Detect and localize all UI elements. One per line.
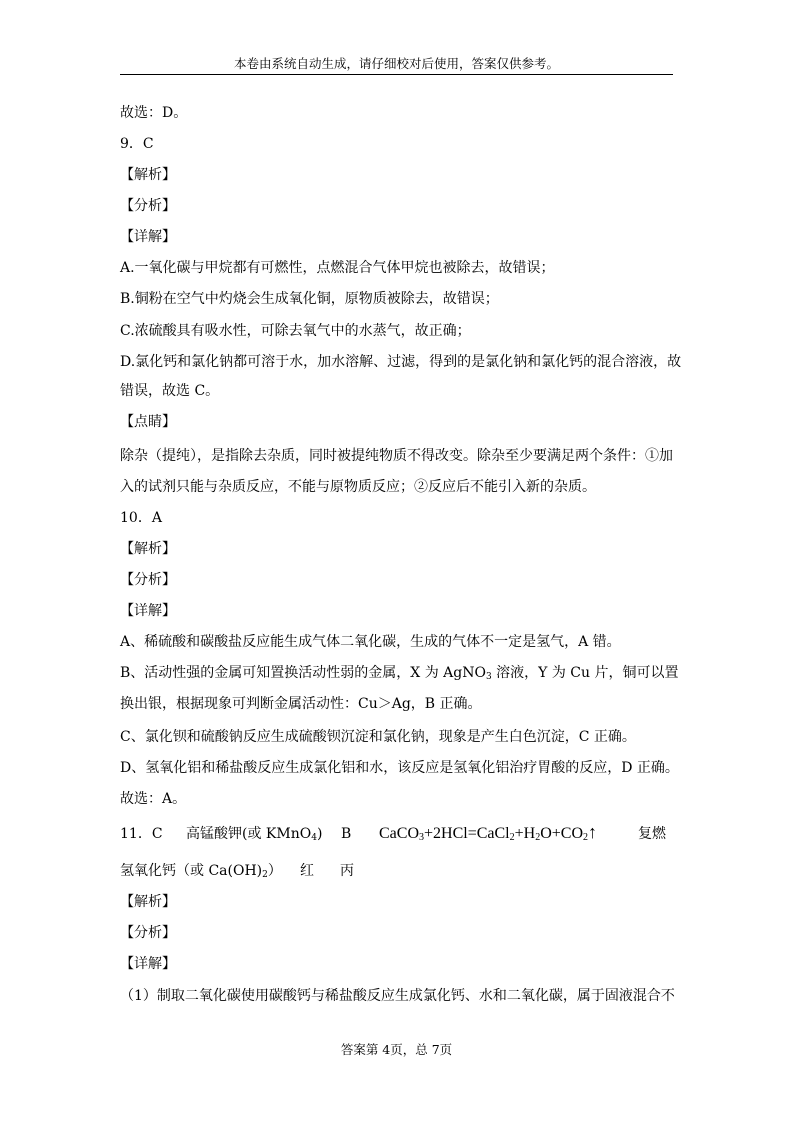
subscript: 3 [419, 832, 424, 843]
subscript: 3 [485, 672, 492, 682]
chemical-equation [379, 823, 597, 843]
answer-blank: B [341, 826, 352, 842]
text-line [120, 664, 678, 682]
text-line: 除杂（提纯），是指除去杂质，同时被提纯物质不得改变。除杂至少要满足两个条件：①加 [120, 448, 673, 464]
answer-blank [186, 825, 322, 843]
text-line: C.浓硫酸具有吸水性，可除去氧气中的水蒸气，故正确； [120, 323, 471, 339]
answer-blank: 丙 [340, 863, 354, 879]
text-line: D、氢氧化铝和稀盐酸反应生成氯化铝和水，该反应是氢氧化铝治疗胃酸的反应，D 正确。 [120, 760, 679, 776]
text-fragment: B、活动性强的金属可知置换活动性弱的金属，X 为 AgNO [120, 665, 486, 681]
section-heading: 【点睛】 [120, 414, 176, 430]
subscript: 4 [311, 833, 317, 843]
eq-part: O+CO [540, 825, 583, 842]
answer-blank [120, 862, 282, 880]
subscript: 2 [583, 832, 588, 843]
header-divider [120, 74, 673, 75]
text-line: B.铜粉在空气中灼烧会生成氧化铜，原物质被除去，故错误； [120, 291, 499, 307]
subscript: 2 [535, 832, 541, 843]
text-line: 故选：D。 [120, 105, 188, 121]
section-heading: 【分析】 [120, 925, 176, 941]
subscript: 2 [262, 870, 268, 880]
page-footer: 答案第 4页，总 7页 [340, 1042, 453, 1057]
section-heading: 【解析】 [120, 894, 176, 910]
subscript: 2 [509, 832, 515, 843]
text-line: 错误，故选 C。 [120, 383, 220, 399]
text-line: （1）制取二氧化碳使用碳酸钙与稀盐酸反应生成氯化钙、水和二氧化碳，属于固液混合不 [120, 988, 675, 1004]
section-heading: 【详解】 [120, 956, 176, 972]
answer-blank: 复燃 [638, 826, 666, 842]
text-fragment: 高锰酸钾(或 KMnO [186, 826, 312, 842]
text-line: 入的试剂只能与杂质反应，不能与原物质反应；②反应后不能引入新的杂质。 [120, 479, 596, 495]
text-line: D.氯化钙和氯化钠都可溶于水，加水溶解、过滤，得到的是氯化钠和氯化钙的混合溶液，故 [120, 354, 682, 370]
page-header: 本卷由系统自动生成，请仔细校对后使用，答案仅供参考。 [233, 56, 559, 71]
section-heading: 【详解】 [120, 603, 176, 619]
section-heading: 【解析】 [120, 541, 176, 557]
answer-number: 9．C [120, 136, 154, 152]
section-heading: 【分析】 [120, 572, 176, 588]
section-heading: 【详解】 [120, 229, 176, 245]
section-heading: 【分析】 [120, 198, 176, 214]
text-line: A.一氧化碳与甲烷都有可燃性，点燃混合气体甲烷也被除去，故错误； [120, 260, 555, 276]
answer-blank: 红 [300, 863, 314, 879]
gas-arrow-icon: ↑ [588, 822, 597, 842]
section-heading: 【解析】 [120, 167, 176, 183]
text-line: 换出银，根据现象可判断金属活动性：Cu＞Ag，B 正确。 [120, 696, 482, 712]
eq-part: CaCO [379, 825, 419, 842]
eq-part: +H [514, 825, 536, 842]
text-line: C、氯化钡和硫酸钠反应生成硫酸钡沉淀和氯化钠，现象是产生白色沉淀，C 正确。 [120, 729, 636, 745]
eq-part: +2HCl=CaCl [424, 825, 510, 842]
text-line: 故选：A。 [120, 791, 187, 807]
answer-number: 11．C [120, 826, 163, 842]
text-fragment: ) [316, 826, 323, 842]
text-fragment: ） [267, 863, 282, 879]
text-line: A、稀硫酸和碳酸盐反应能生成气体二氧化碳，生成的气体不一定是氢气，A 错。 [120, 634, 621, 650]
answer-number: 10．A [120, 510, 162, 526]
text-fragment: 氢氧化钙（或 Ca(OH) [120, 863, 263, 879]
text-fragment: 溶液，Y 为 Cu 片，铜可以置 [491, 665, 679, 681]
